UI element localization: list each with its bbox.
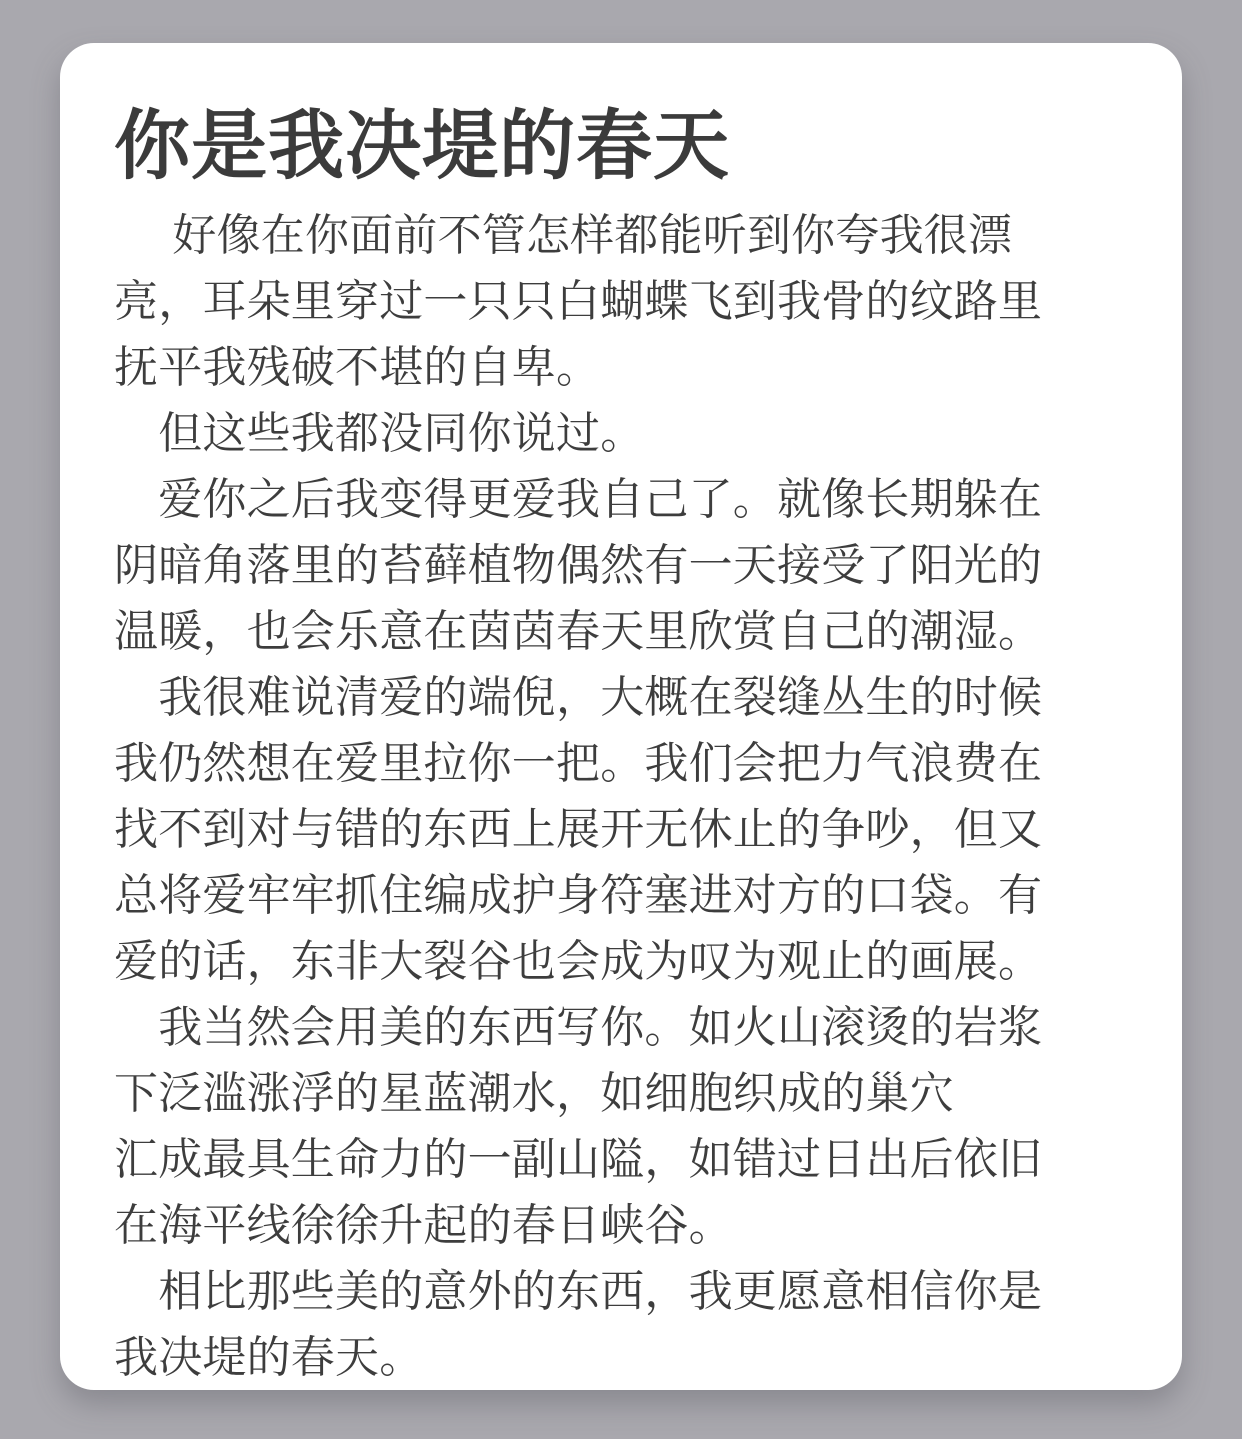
body-line: 我决堤的春天。 — [114, 1332, 424, 1383]
article-title: 你是我决堤的春天 — [114, 101, 730, 190]
body-line: 温暖，也会乐意在茵茵春天里欣赏自己的潮湿。 — [114, 606, 1043, 657]
article-card — [60, 43, 1182, 1390]
body-line: 阴暗角落里的苔藓植物偶然有一天接受了阳光的 — [114, 540, 1043, 591]
body-line: 好像在你面前不管怎样都能听到你夸我很漂 — [114, 210, 1013, 261]
body-line: 找不到对与错的东西上展开无休止的争吵，但又 — [114, 804, 1043, 855]
body-line: 我仍然想在爱里拉你一把。我们会把力气浪费在 — [114, 738, 1043, 789]
body-line: 亮，耳朵里穿过一只只白蝴蝶飞到我骨的纹路里 — [114, 276, 1043, 327]
article-body — [114, 203, 1182, 1390]
body-line: 爱的话，东非大裂谷也会成为叹为观止的画展。 — [114, 936, 1043, 987]
body-line: 相比那些美的意外的东西，我更愿意相信你是 — [114, 1266, 1043, 1317]
body-line: 在海平线徐徐升起的春日峡谷。 — [114, 1200, 733, 1251]
body-line: 抚平我残破不堪的自卑。 — [114, 342, 601, 393]
body-line: 我很难说清爱的端倪，大概在裂缝丛生的时候 — [114, 672, 1043, 723]
body-line: 总将爱牢牢抓住编成护身符塞进对方的口袋。有 — [114, 870, 1043, 921]
body-line: 汇成最具生命力的一副山隘，如错过日出后依旧 — [114, 1134, 1043, 1185]
body-line: 下泛滥涨浮的星蓝潮水，如细胞织成的巢穴 — [114, 1068, 954, 1119]
body-line: 爱你之后我变得更爱我自己了。就像长期躲在 — [114, 474, 1043, 525]
body-line: 但这些我都没同你说过。 — [114, 408, 645, 459]
body-line: 我当然会用美的东西写你。如火山滚烫的岩浆 — [114, 1002, 1043, 1053]
